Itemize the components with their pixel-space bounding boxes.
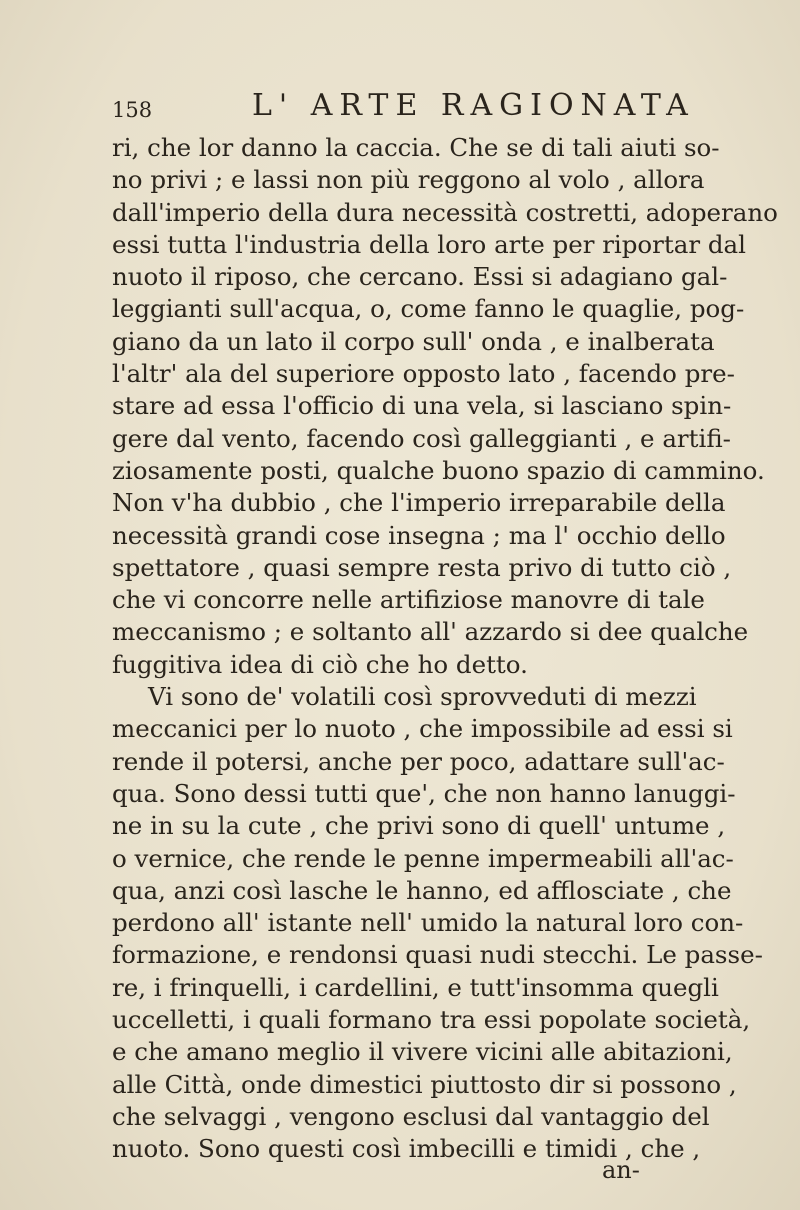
text-line: meccanismo ; e soltanto all' azzardo si dee qualche (112, 617, 749, 647)
text-line: Non v'ha dubbio , che l'imperio irreparabile della (112, 488, 726, 518)
text-line: che selvaggi , vengono esclusi dal vantaggio del (112, 1101, 710, 1131)
page-header (112, 88, 695, 128)
text-line: rende il potersi, anche per poco, adattare sull'ac- (112, 746, 725, 776)
text-line: dall'imperio della dura necessità costretti, adoperano (112, 197, 778, 227)
running-head: L' ARTE RAGIONATA (252, 88, 695, 123)
text-line: che vi concorre nelle artifiziose manovre di tale (112, 585, 705, 615)
text-line: gere dal vento, facendo così galleggianti , e artifi- (112, 423, 731, 453)
text-line: no privi ; e lassi non più reggono al volo , allora (112, 165, 705, 195)
text-line: uccelletti, i quali formano tra essi popolate società, (112, 1005, 751, 1035)
text-line: ne in su la cute , che privi sono di quell' untume , (112, 811, 726, 841)
text-line: ziosamente posti, qualche buono spazio di cammino. (112, 455, 765, 485)
text-line: qua. Sono dessi tutti que', che non hanno lanuggi- (112, 778, 736, 808)
body-text (112, 132, 778, 1166)
text-line: necessità grandi cose insegna ; ma l' occhio dello (112, 520, 726, 550)
text-line: perdono all' istante nell' umido la natural loro con- (112, 908, 744, 938)
text-line: ri, che lor danno la caccia. Che se di tali aiuti so- (112, 133, 720, 162)
text-line: giano da un lato il corpo sull' onda , e inalberata (112, 326, 715, 356)
text-line: leggianti sull'acqua, o, come fanno le quaglie, pog- (112, 294, 745, 324)
text-line: e che amano meglio il vivere vicini alle abitazioni, (112, 1037, 733, 1067)
text-line: qua, anzi così lasche le hanno, ed afflosciate , che (112, 875, 732, 905)
page-number: 158 (112, 98, 153, 122)
text-line: formazione, e rendonsi quasi nudi stecchi. Le passe- (112, 940, 763, 970)
text-line: Vi sono de' volatili così sprovveduti di mezzi (148, 682, 697, 712)
text-line: essi tutta l'industria della loro arte per riportar dal (112, 229, 746, 259)
text-line: fuggitiva idea di ciò che ho detto. (112, 649, 528, 679)
text-line: l'altr' ala del superiore opposto lato , facendo pre- (112, 359, 735, 389)
catchword: an- (602, 1156, 640, 1184)
text-line: meccanici per lo nuoto , che impossibile ad essi si (112, 714, 733, 744)
text-line: stare ad essa l'officio di una vela, si lasciano spin- (112, 391, 732, 421)
text-line: nuoto il riposo, che cercano. Essi si adagiano gal- (112, 262, 728, 292)
text-line: alle Città, onde dimestici piuttosto dir si possono , (112, 1069, 737, 1099)
text-line: re, i frinquelli, i cardellini, e tutt'insomma quegli (112, 972, 719, 1002)
text-line: o vernice, che rende le penne impermeabili all'ac- (112, 843, 734, 873)
text-line: spettatore , quasi sempre resta privo di tutto ciò , (112, 552, 732, 582)
text-line: nuoto. Sono questi così imbecilli e timidi , che , (112, 1134, 701, 1164)
